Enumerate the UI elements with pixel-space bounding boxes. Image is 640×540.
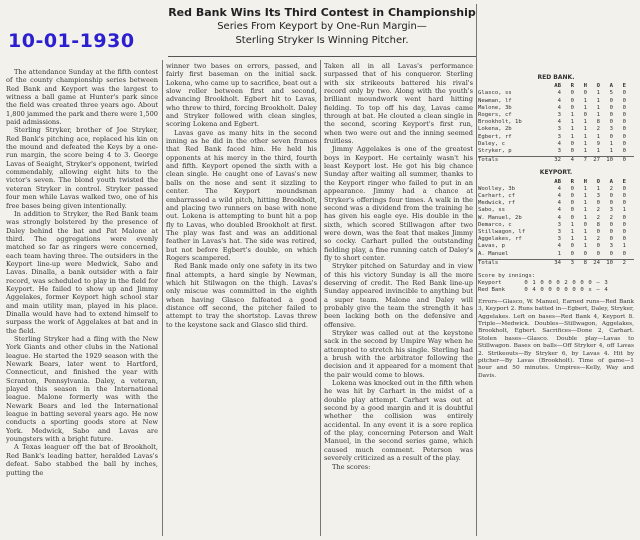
player-row <box>478 126 634 133</box>
stat-cell: 1 <box>570 221 574 228</box>
stat-cell: 2 <box>609 214 613 221</box>
stat-cell: 0 <box>609 200 613 207</box>
player-row <box>478 105 634 112</box>
inning-cell: 0 <box>548 287 552 294</box>
stat-cell: 2 <box>596 214 600 221</box>
box-header-row <box>478 179 634 186</box>
stat-cell: 0 <box>596 250 600 257</box>
stat-cell: 4 <box>557 90 561 97</box>
stat-cell: 1 <box>596 104 600 111</box>
stat-cell: 0 <box>609 133 613 140</box>
stat-cell: 27 <box>593 157 600 164</box>
box-score <box>478 72 634 440</box>
inning-cell: 0 <box>564 287 568 294</box>
stat-cell: 0 <box>583 221 587 228</box>
stat-cell: 10 <box>606 157 613 164</box>
player-row <box>478 236 634 243</box>
player-name: A. Manuel <box>478 250 509 257</box>
paragraph: winner two bases on errors, passed, and fairly first baseman on the initial sack. Lokena, who came up to sacrifice, beat out a slow roller between first and second, advancing Brookholt. Egbert hit to Lavas, who threw to third, forcing Brookholt. Daley and Stryker followed with clean singles, scoring Lokena and Egbert. <box>166 62 317 129</box>
paragraph: Taken all in all Lavas's performance surpassed that of his conqueror. Sterling with six strikeouts battered his rival's record only by two. Along with the youth's brilliant moundwork went hard hitting fielding. To top off his day, Lavas came through at bat. He clouted a clean single in the second, scoring Keyport's first run, when two were out and the inning seemed fruitless. <box>324 62 473 146</box>
stat-cell: 0 <box>622 214 626 221</box>
player-row <box>478 243 634 250</box>
player-row <box>478 215 634 222</box>
team-name: Red Bank <box>478 287 505 294</box>
stat-cell: 0 <box>609 221 613 228</box>
inning-cell: 0 <box>580 287 584 294</box>
column-divider-3 <box>476 4 477 536</box>
stat-cell: 1 <box>570 126 574 133</box>
stat-cell: 0 <box>622 229 626 236</box>
stat-cell: 0 <box>622 140 626 147</box>
stat-cell: 1 <box>583 243 587 250</box>
stat-cell: 1 <box>557 250 561 257</box>
inning-cell: 0 <box>556 280 560 287</box>
stat-cell: 1 <box>570 236 574 243</box>
inning-cell: 0 <box>540 287 544 294</box>
stat-cell: 4 <box>570 157 574 164</box>
stat-cell: 3 <box>557 229 561 236</box>
stat-cell: 4 <box>557 193 561 200</box>
paragraph: Stryker pitched on Saturday and in view of this his victory Sunday is all the more deserving of credit. The Red Bank line-up Sunday appeared invincible to anything but a super team. Malone and Daley will probably give the team the strength it has been lacking both on the defensive and offensive. <box>324 262 473 329</box>
inning-cell: 0 <box>572 287 576 294</box>
stat-cell: 10 <box>606 259 613 266</box>
stat-cell: 1 <box>583 236 587 243</box>
col-header: H <box>583 83 587 90</box>
stat-cell: 32 <box>554 157 561 164</box>
player-name: Egbert, rf <box>478 133 512 140</box>
paragraph: Sterling Stryker, brother of Joe Stryker, Red Bank's pitching ace, replaced his kin on the mound and defeated the Keys by a one-run margin, the score being 4 to 3. George Lavas of Seaight, Stryker's opponent, twirled commendably, allowing eight hits to the victor's seven. The blond youth twisted the veteran Stryker in control. Stryker passed four men while Lavas walked two, one of his free bases being given intentionally. <box>6 126 158 210</box>
stat-cell: 0 <box>570 200 574 207</box>
stat-cell: 1 <box>609 140 613 147</box>
red-bank-totals <box>478 156 634 164</box>
headline-line-3: Sterling Stryker Is Winning Pitcher. <box>235 35 409 46</box>
player-row <box>478 186 634 193</box>
inning-cell: 4 <box>604 287 608 294</box>
headline-line-2: Series From Keyport by One-Run Margin— <box>217 21 427 32</box>
paragraph: In addition to Stryker, the Red Bank team was strongly bolstered by the presence of Daley behind the bat and Pat Malone at third. The aggregations were evenly matched so far as ringers were concerned, each team having three. The outsiders in the Keyport line-up were Medwick, Sabo and Lavas. Dinalla, a bank outsider with a fair record, was scheduled to play in the field for Keyport. He failed to show up and Jimmy Aggelakes, former Keyport high school star and main utility man, played in his place. Dinalla would have had to extend himself to surpass the work of Aggelakes at bat and in the field. <box>6 209 158 335</box>
stat-cell: 0 <box>570 104 574 111</box>
article-column-1 <box>6 68 158 534</box>
stat-cell: 0 <box>609 250 613 257</box>
col-header: AB <box>554 178 561 185</box>
keyport-totals <box>478 259 634 267</box>
stat-cell: 0 <box>622 112 626 119</box>
stat-cell: 0 <box>622 133 626 140</box>
stat-cell: 3 <box>557 112 561 119</box>
stat-cell: 1 <box>609 148 613 155</box>
stat-cell: 0 <box>570 250 574 257</box>
stat-cell: 24 <box>593 259 600 266</box>
inning-cell: 0 <box>556 287 560 294</box>
stat-cell: 3 <box>557 148 561 155</box>
inning-cell: 0 <box>540 280 544 287</box>
player-row <box>478 251 634 258</box>
box-header-row <box>478 83 634 90</box>
stat-cell: 1 <box>596 148 600 155</box>
stat-cell: 0 <box>622 97 626 104</box>
inning-cell: 0 <box>588 280 592 287</box>
stat-cell: 1 <box>622 243 626 250</box>
col-header: O <box>596 83 600 90</box>
stat-cell: 5 <box>609 90 613 97</box>
stat-cell: 1 <box>570 119 574 126</box>
column-divider-1 <box>162 60 163 536</box>
stat-cell: 3 <box>609 243 613 250</box>
stat-cell: 0 <box>622 148 626 155</box>
stat-cell: 1 <box>596 133 600 140</box>
paragraph: Sterling Stryker had a fling with the New York Giants and other clubs in the National league. He started the 1929 season with the Newark Bears, later went to Hartford, Connecticut, and finished the year with Scranton, Pennsylvania. Daley, a veteran, played this season in the International league. Malone formerly was with the Newark Bears and led the International league in batting several years ago. He now conducts a sporting goods store at New York. Medwick, Sabo and Lavas are youngsters with a bright future. <box>6 335 158 444</box>
player-row <box>478 207 634 214</box>
article-column-2 <box>166 62 317 534</box>
stat-cell: 1 <box>583 229 587 236</box>
stat-cell: 1 <box>583 214 587 221</box>
stat-cell: 4 <box>557 140 561 147</box>
stat-cell: 1 <box>583 119 587 126</box>
inning-score-row <box>478 280 634 287</box>
paragraph: Stryker was called out at the keystone sack in the second by Umpire Way when he attempted to stretch his single. Sterling had a brush with the arbitrator following the decision and it appeared for a moment that the pair would come to blows. <box>324 329 473 379</box>
inning-cell: 0 <box>524 287 528 294</box>
stat-cell: 0 <box>570 243 574 250</box>
stat-cell: 0 <box>609 97 613 104</box>
headline-line-1: Red Bank Wins Its Third Contest in Championship <box>168 6 476 19</box>
stat-cell: 4 <box>557 119 561 126</box>
article-column-3 <box>324 62 473 534</box>
stat-cell: 0 <box>622 200 626 207</box>
stat-cell: 9 <box>596 140 600 147</box>
inning-cell: 0 <box>580 280 584 287</box>
stat-cell: 1 <box>583 207 587 214</box>
stat-cell: 2 <box>609 185 613 192</box>
stat-cell: 0 <box>596 229 600 236</box>
col-header: E <box>622 83 626 90</box>
stat-cell: 0 <box>570 90 574 97</box>
stat-cell: 0 <box>622 104 626 111</box>
stat-cell: 1 <box>583 97 587 104</box>
inning-cell: — <box>596 280 600 287</box>
player-name: Totals <box>478 157 499 164</box>
player-name: Aggelakes, rf <box>478 236 522 243</box>
inning-cell: 2 <box>564 280 568 287</box>
paragraph: Red Bank made only one safety in its two final attempts, a hard single by Newman, which hit Stilwagon on the thigh. Lavas's only miscue was committed in the eighth when having Glasco falfeated a good distance off second, the pitcher failed to attempt to tray the shortstop. Lavas threw to the keystone sack and Glasco slid third. <box>166 262 317 329</box>
red-bank-title: RED BANK. <box>537 74 575 81</box>
keyport-lineup <box>478 186 634 258</box>
headline-rule <box>168 56 476 57</box>
stat-cell: 1 <box>596 97 600 104</box>
red-bank-lineup <box>478 90 634 155</box>
stat-cell: 0 <box>622 250 626 257</box>
player-name: Glasco, ss <box>478 90 512 97</box>
player-row <box>478 134 634 141</box>
stat-cell: 1 <box>596 90 600 97</box>
stat-cell: 1 <box>596 112 600 119</box>
score-title: Score by innings: <box>478 273 536 280</box>
col-header: AB <box>554 83 561 90</box>
inning-cell: 0 <box>524 280 528 287</box>
stat-cell: 3 <box>570 259 574 266</box>
column-divider-2 <box>320 60 321 536</box>
team-name: Keyport <box>478 280 502 287</box>
player-row <box>478 119 634 126</box>
col-header: A <box>609 178 613 185</box>
stat-cell: 3 <box>596 193 600 200</box>
stat-cell: 0 <box>583 250 587 257</box>
stat-cell: 0 <box>609 236 613 243</box>
totals-row <box>478 156 634 164</box>
stat-cell: 8 <box>596 221 600 228</box>
stat-cell: 2 <box>596 236 600 243</box>
stat-cell: 0 <box>622 193 626 200</box>
col-header: E <box>622 178 626 185</box>
stat-cell: 3 <box>557 126 561 133</box>
player-name: Newman, lf <box>478 97 512 104</box>
stat-cell: 1 <box>583 185 587 192</box>
player-name: Daley, c <box>478 140 505 147</box>
paragraph: A Texas leaguer off the bat of Brookholt, Red Bank's leading batter, heralded Lavas's defeat. Sabo stabbed the ball by inches, putting the <box>6 443 158 477</box>
stat-cell: 0 <box>570 97 574 104</box>
player-name: Lokena, 2b <box>478 126 512 133</box>
stat-cell: 4 <box>557 200 561 207</box>
paragraph: The scores: <box>332 462 371 471</box>
stat-cell: 0 <box>622 157 626 164</box>
player-row <box>478 200 634 207</box>
stat-cell: 2 <box>622 259 626 266</box>
stat-cell: 0 <box>609 104 613 111</box>
stat-cell: 0 <box>583 90 587 97</box>
stat-cell: 0 <box>570 207 574 214</box>
player-row <box>478 193 634 200</box>
stat-cell: 1 <box>570 112 574 119</box>
player-row <box>478 98 634 105</box>
stat-cell: 1 <box>622 207 626 214</box>
stat-cell: 0 <box>622 126 626 133</box>
stat-cell: 0 <box>570 140 574 147</box>
stat-cell: 8 <box>596 119 600 126</box>
inning-cell: 1 <box>532 280 536 287</box>
stat-cell: 2 <box>596 126 600 133</box>
inning-cell: x <box>588 287 592 294</box>
player-row <box>478 141 634 148</box>
col-header: H <box>583 178 587 185</box>
stat-cell: 1 <box>596 185 600 192</box>
player-row <box>478 148 634 155</box>
stat-cell: 1 <box>570 133 574 140</box>
stat-cell: 4 <box>557 243 561 250</box>
stat-cell: 0 <box>622 90 626 97</box>
stat-cell: 4 <box>557 104 561 111</box>
player-name: Malone, 3b <box>478 104 512 111</box>
player-name: Demarco, c <box>478 221 512 228</box>
stat-cell: 0 <box>609 193 613 200</box>
col-header: O <box>596 178 600 185</box>
stat-cell: 0 <box>583 112 587 119</box>
stat-cell: 1 <box>583 140 587 147</box>
paragraph: Jimmy Aggelakes is one of the greatest boys in Keyport. He certainly wasn't his least Keyport lost. He got his big chance Sunday after waiting all summer, thanks to the Keyport ringer who failed to put in an appearance. Jimmy had a chance at Stryker's offerings four times. A walk in the second was a dividend from the training he has given his eagle eye. His double in the sixth, which scored Stillwagon after two were down, was the feat that makes Jimmy so cocky. Carhart pulled the outstanding fielding play, a fine running catch of Daley's fly to short center. <box>324 145 473 262</box>
stat-cell: 8 <box>583 259 587 266</box>
stat-cell: 3 <box>609 207 613 214</box>
stat-cell: 0 <box>622 185 626 192</box>
player-name: Carhart, cf <box>478 193 516 200</box>
date-stamp: 10-01-1930 <box>8 30 135 52</box>
stat-cell: 0 <box>570 148 574 155</box>
stat-cell: 3 <box>557 133 561 140</box>
stat-cell: 3 <box>609 126 613 133</box>
stat-cell: 0 <box>622 119 626 126</box>
player-name: W. Manuel, 2b <box>478 214 522 221</box>
stat-cell: 0 <box>596 200 600 207</box>
stat-cell: 34 <box>554 259 561 266</box>
paragraph: Lokena was knocked out in the fifth when he was hit by Carhart in the midst of a double play attempt. Carhart was out at second by a good margin and it is doubtful whether the collision was entirely accidental. In any event it is a sore replica of the play, concerning Peterson and Walt Manuel, in the second series game, which caused much comment. Peterson was severely criticized as a result of the play. <box>324 379 473 463</box>
score-by-innings <box>478 273 634 295</box>
paragraph: The attendance Sunday at the fifth contest of the county championship series between Red Bank and Keyport was the largest to witness a ball game at Hunter's park since the field was created three years ago. About 1,800 jammed the park and there were 1,500 paid admissions. <box>6 68 158 127</box>
inning-cell: 0 <box>548 280 552 287</box>
player-name: Stryker, p <box>478 148 512 155</box>
stat-cell: 1 <box>583 148 587 155</box>
stat-cell: 4 <box>557 97 561 104</box>
stat-cell: 0 <box>570 185 574 192</box>
player-name: Rogers, cf <box>478 112 512 119</box>
col-header: R <box>570 83 574 90</box>
player-name: Medwick, rf <box>478 200 516 207</box>
stat-cell: 1 <box>570 229 574 236</box>
stat-cell: 4 <box>557 214 561 221</box>
stat-cell: 1 <box>583 104 587 111</box>
stat-cell: 0 <box>570 214 574 221</box>
inning-cell: 0 <box>572 280 576 287</box>
paragraph: Lavas gave as many hits in the second inning as he did in the other seven frames that Red Bank faced him. He held his opponents at his mercy in the third, fourth and fifth. Keyport opened the sixth with a clean single. He caught one of Lavas's new balls on the nose and sent it sizzling to center. The Keyport moundsman embarrassed a wild pitch, hitting Brookholt, and placing two runners on base with none out. Lokena is attempting to bunt hit a pop fly to Lavas, who doubled Brookholt at first. The play was fast and was an additional feather in Lavas's hat. The side was retired, but not before Egbert's double, on which Rogers scampered. <box>166 128 317 262</box>
inning-score-row <box>478 287 634 294</box>
stat-cell: 0 <box>570 193 574 200</box>
col-header: A <box>609 83 613 90</box>
game-summary: Errors—Glasco, W. Manuel, Earned runs—Red Bank 3, Keyport 2. Runs batted in—Egbert, Daley, Stryker, Aggelakes. Left on bases—Red Bank 4, Keyport 8. Triple—Medwick. Doubles—Stillwagon, Aggelakes, Brookholt, Egbert. Sacrifices—Done 2, Carhart. Stolen bases—Glasco. Double play—Lavas to Stillwagon. Bases on balls—Off Stryker 4, off Lavas 2. Strikeouts—By Stryker 6, by Lavas 4. Hit by pitcher—By Lavas (Brookholt). Time of game—1 hour and 50 minutes. Umpires—Kelly, Way and Davis. <box>478 298 634 379</box>
inning-cell: 3 <box>604 280 608 287</box>
player-row <box>478 229 634 236</box>
stat-cell: 0 <box>609 119 613 126</box>
player-name: Totals <box>478 259 499 266</box>
stat-cell: 0 <box>609 229 613 236</box>
article-headline <box>168 6 476 48</box>
stat-cell: 1 <box>583 126 587 133</box>
inning-cell: 4 <box>532 287 536 294</box>
player-name: Brookholt, 1b <box>478 119 522 126</box>
player-row <box>478 90 634 97</box>
keyport-title: KEYPORT. <box>539 169 573 177</box>
stat-cell: 1 <box>583 193 587 200</box>
stat-cell: 0 <box>609 112 613 119</box>
stat-cell: 4 <box>557 185 561 192</box>
stat-cell: 3 <box>557 221 561 228</box>
player-name: Sabo, ss <box>478 207 505 214</box>
player-name: Lavas, p <box>478 243 505 250</box>
stat-cell: 1 <box>583 200 587 207</box>
stat-cell: 4 <box>557 207 561 214</box>
stat-cell: 3 <box>557 236 561 243</box>
inning-cell: — <box>596 287 600 294</box>
stat-cell: 0 <box>596 243 600 250</box>
player-row <box>478 222 634 229</box>
stat-cell: 2 <box>596 207 600 214</box>
stat-cell: 1 <box>583 133 587 140</box>
player-name: Woolley, 3b <box>478 185 516 192</box>
stat-cell: 0 <box>622 236 626 243</box>
col-header: R <box>570 178 574 185</box>
stat-cell: 7 <box>583 157 587 164</box>
player-row <box>478 112 634 119</box>
player-name: Stillwagon, lf <box>478 229 526 236</box>
totals-row <box>478 259 634 267</box>
stat-cell: 0 <box>622 221 626 228</box>
